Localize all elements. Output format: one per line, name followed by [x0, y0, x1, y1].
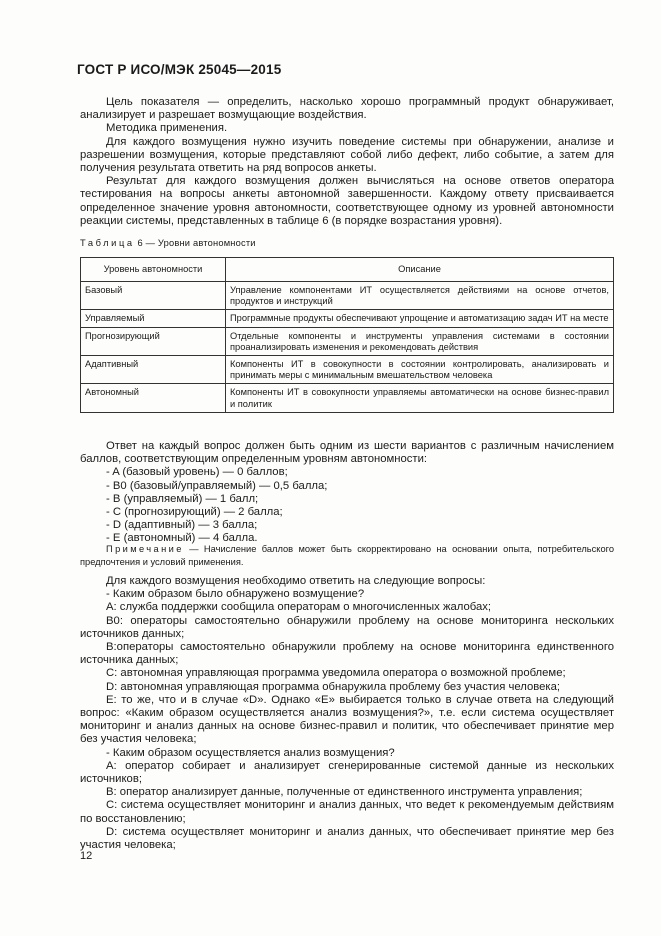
- scoring-section: [80, 440, 614, 546]
- list-item: - E (автономный) — 4 балла.: [106, 532, 258, 545]
- table-header-row: [81, 258, 614, 282]
- answer-option: B:операторы самостоятельно обнаружили проблему на основе мониторинга единственного источника данных;: [80, 641, 614, 667]
- answer-option: D: система осуществляет мониторинг и анализ данных, что обеспечивает принятие мер без участия человека;: [80, 825, 614, 852]
- column-header-description: Описание: [226, 258, 614, 282]
- table-row: [81, 327, 614, 355]
- intro-section: [80, 96, 614, 228]
- table-row: [81, 310, 614, 327]
- description-cell: Компоненты ИТ в совокупности в состоянии контролировать, анализировать и принимать меры с минимальным вмешательством человека: [226, 356, 614, 384]
- list-item: - B0 (базовый/управляемый) — 0,5 балла;: [106, 479, 328, 492]
- description-cell: Компоненты ИТ в совокупности управляемы автоматически на основе бизнес-правил и политик: [226, 384, 614, 412]
- description-cell: Программные продукты обеспечивают упрощение и автоматизацию задач ИТ на месте: [226, 310, 614, 327]
- answer-option: C: система осуществляет мониторинг и анализ данных, что ведет к рекомендуемым действиям по восстановлению;: [80, 799, 614, 825]
- table-row: [81, 356, 614, 384]
- level-cell: Управляемый: [81, 310, 226, 327]
- list-item: - C (прогнозирующий) — 2 балла;: [106, 506, 283, 519]
- answer-option: B0: операторы самостоятельно обнаружили проблему на основе мониторинга нескольких источников данных;: [80, 614, 614, 640]
- intro-paragraph: Для каждого возмущения нужно изучить поведение системы при обнаружении, анализе и разрешении возмущения, которые представляют собой либо дефект, либо событие, а затем для получения результата ответить на ряд вопросов анкеты.: [80, 135, 614, 175]
- note: [80, 543, 614, 568]
- list-item: - A (базовый уровень) — 0 баллов;: [106, 466, 288, 479]
- questions-intro: Для каждого возмущения необходимо ответить на следующие вопросы:: [106, 575, 486, 587]
- questions-section: [80, 575, 614, 852]
- autonomy-levels-table: [80, 257, 614, 413]
- page-number: 12: [80, 850, 93, 862]
- list-item: - D (адаптивный) — 3 балла;: [106, 519, 258, 532]
- answer-option: A: служба поддержки сообщила операторам о многочисленных жалобах;: [106, 601, 492, 614]
- description-cell: Управление компонентами ИТ осуществляется действиями на основе отчетов, продуктов и инструкций: [226, 282, 614, 310]
- table-row: [81, 282, 614, 310]
- table-caption-prefix: Таблица: [80, 238, 135, 248]
- level-cell: Адаптивный: [81, 356, 226, 384]
- answer-option: B: оператор анализирует данные, полученные от единственного инструмента управления;: [106, 786, 583, 799]
- answer-option: A: оператор собирает и анализирует сгенерированные системой данные из нескольких источников;: [80, 759, 615, 786]
- intro-paragraph: Результат для каждого возмущения должен вычисляться на основе ответов оператора тестирования на вопросы анкеты автономной завершенности. Каждому ответу присваивается определенное значение уровня автономности, соответствующее одному из уровней автономности реакции системы, представленных в таблице 6 (в порядке возрастания уровня).: [80, 175, 614, 227]
- answer-option: E: то же, что и в случае «D». Однако «E» выбирается только в случае ответа на следующий вопрос: «Каким образом осуществляется анализ возмущения?», т.е. если система осуществляет мониторинг и анализ данных на основе бизнес-правил и политик, что обеспечивает принятие мер без участия человека;: [80, 693, 614, 746]
- question: - Каким образом осуществляется анализ возмущения?: [106, 746, 395, 759]
- note-text: — Начисление баллов может быть скорректировано на основании опыта, потребительского предпочтения и условий применения.: [80, 544, 614, 567]
- scoring-intro: Ответ на каждый вопрос должен быть одним из шести вариантов с различным начислением баллов, соответствующим определенным уровням автономности:: [80, 440, 614, 466]
- table-row: [81, 384, 614, 412]
- answer-option: C: автономная управляющая программа уведомила оператора о возможной проблеме;: [106, 667, 566, 680]
- table-caption: [80, 238, 256, 248]
- level-cell: Прогнозирующий: [81, 327, 226, 355]
- intro-paragraph: Методика применения.: [106, 122, 228, 135]
- level-cell: Автономный: [81, 384, 226, 412]
- description-cell: Отдельные компоненты и инструменты управления системами в состоянии проанализировать изменения и рекомендовать действия: [226, 327, 614, 355]
- intro-paragraph: Цель показателя — определить, насколько хорошо программный продукт обнаруживает, анализирует и разрешает возмущающие воздействия.: [80, 96, 614, 122]
- list-item: - B (управляемый) — 1 балл;: [106, 492, 259, 505]
- note-label: Примечание: [106, 544, 184, 554]
- question: - Каким образом было обнаружено возмущение?: [106, 588, 365, 601]
- table-caption-text: 6 — Уровни автономности: [137, 238, 256, 248]
- column-header-level: Уровень автономности: [81, 258, 226, 282]
- document-header: ГОСТ Р ИСО/МЭК 25045—2015: [77, 62, 282, 77]
- answer-option: D: автономная управляющая программа обнаружила проблему без участия человека;: [106, 680, 561, 693]
- level-cell: Базовый: [81, 282, 226, 310]
